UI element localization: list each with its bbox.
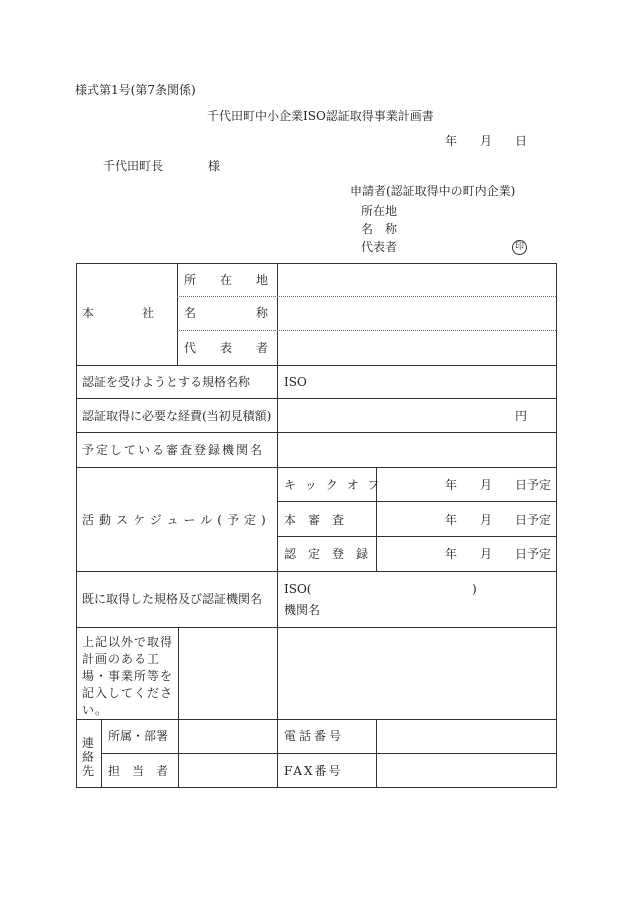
cost-unit: 円: [515, 409, 528, 423]
acquired-iso-close: ): [472, 582, 477, 596]
standard-name-value: ISO: [284, 375, 307, 389]
schedule-item: キックオフ: [284, 478, 389, 492]
hq-location-label: 所 在 地: [184, 273, 269, 287]
seal-mark: 印: [512, 240, 527, 255]
cost-label: 認証取得に必要な経費(当初見積額): [82, 409, 272, 423]
schedule-year: 年: [445, 513, 458, 527]
department-label: 所属・部署: [108, 729, 169, 743]
date-year-label: 年: [445, 134, 458, 148]
schedule-item: 本 審 査: [284, 513, 345, 527]
addressee: 千代田町長: [103, 159, 164, 173]
phone-label: 電話番号: [284, 729, 345, 743]
applicant-address-label: 所在地: [361, 204, 398, 218]
hq-representative-label: 代 表 者: [184, 341, 269, 355]
hq-name-label: 名 称: [184, 306, 269, 320]
schedule-month: 月: [480, 478, 493, 492]
other-sites-label: 上記以外で取得計画のある工場・事業所等を記入してください。: [82, 635, 174, 717]
schedule-month: 月: [480, 513, 493, 527]
honorific: 様: [208, 159, 221, 173]
applicant-representative-label: 代表者: [361, 240, 398, 254]
document-title: 千代田町中小企業ISO認証取得事業計画書: [207, 109, 434, 123]
applicant-heading: 申請者(認証取得中の町内企業): [350, 184, 516, 198]
schedule-day: 日予定: [515, 513, 552, 527]
schedule-day: 日予定: [515, 478, 552, 492]
schedule-day: 日予定: [515, 547, 552, 561]
head-office-label: 本 社: [82, 306, 155, 320]
acquired-org-label: 機関名: [284, 603, 321, 617]
schedule-item: 認 定 登 録: [284, 547, 369, 561]
schedule-label: 活動スケジュール(予定): [82, 513, 271, 527]
schedule-year: 年: [445, 547, 458, 561]
registrar-label: 予定している審査登録機関名: [82, 443, 265, 457]
contact-label: 連絡先: [82, 736, 95, 778]
schedule-year: 年: [445, 478, 458, 492]
person-in-charge-label: 担 当 者: [108, 764, 169, 778]
acquired-iso-open: ISO(: [284, 582, 312, 596]
acquired-standard-label: 既に取得した規格及び認証機関名: [82, 592, 263, 606]
standard-name-label: 認証を受けようとする規格名称: [82, 375, 251, 389]
applicant-name-label: 名 称: [361, 222, 398, 236]
date-month-label: 月: [480, 134, 493, 148]
fax-label: FAX番号: [284, 764, 343, 778]
schedule-month: 月: [480, 547, 493, 561]
form-number: 様式第1号(第7条関係): [75, 83, 196, 97]
date-day-label: 日: [515, 134, 528, 148]
